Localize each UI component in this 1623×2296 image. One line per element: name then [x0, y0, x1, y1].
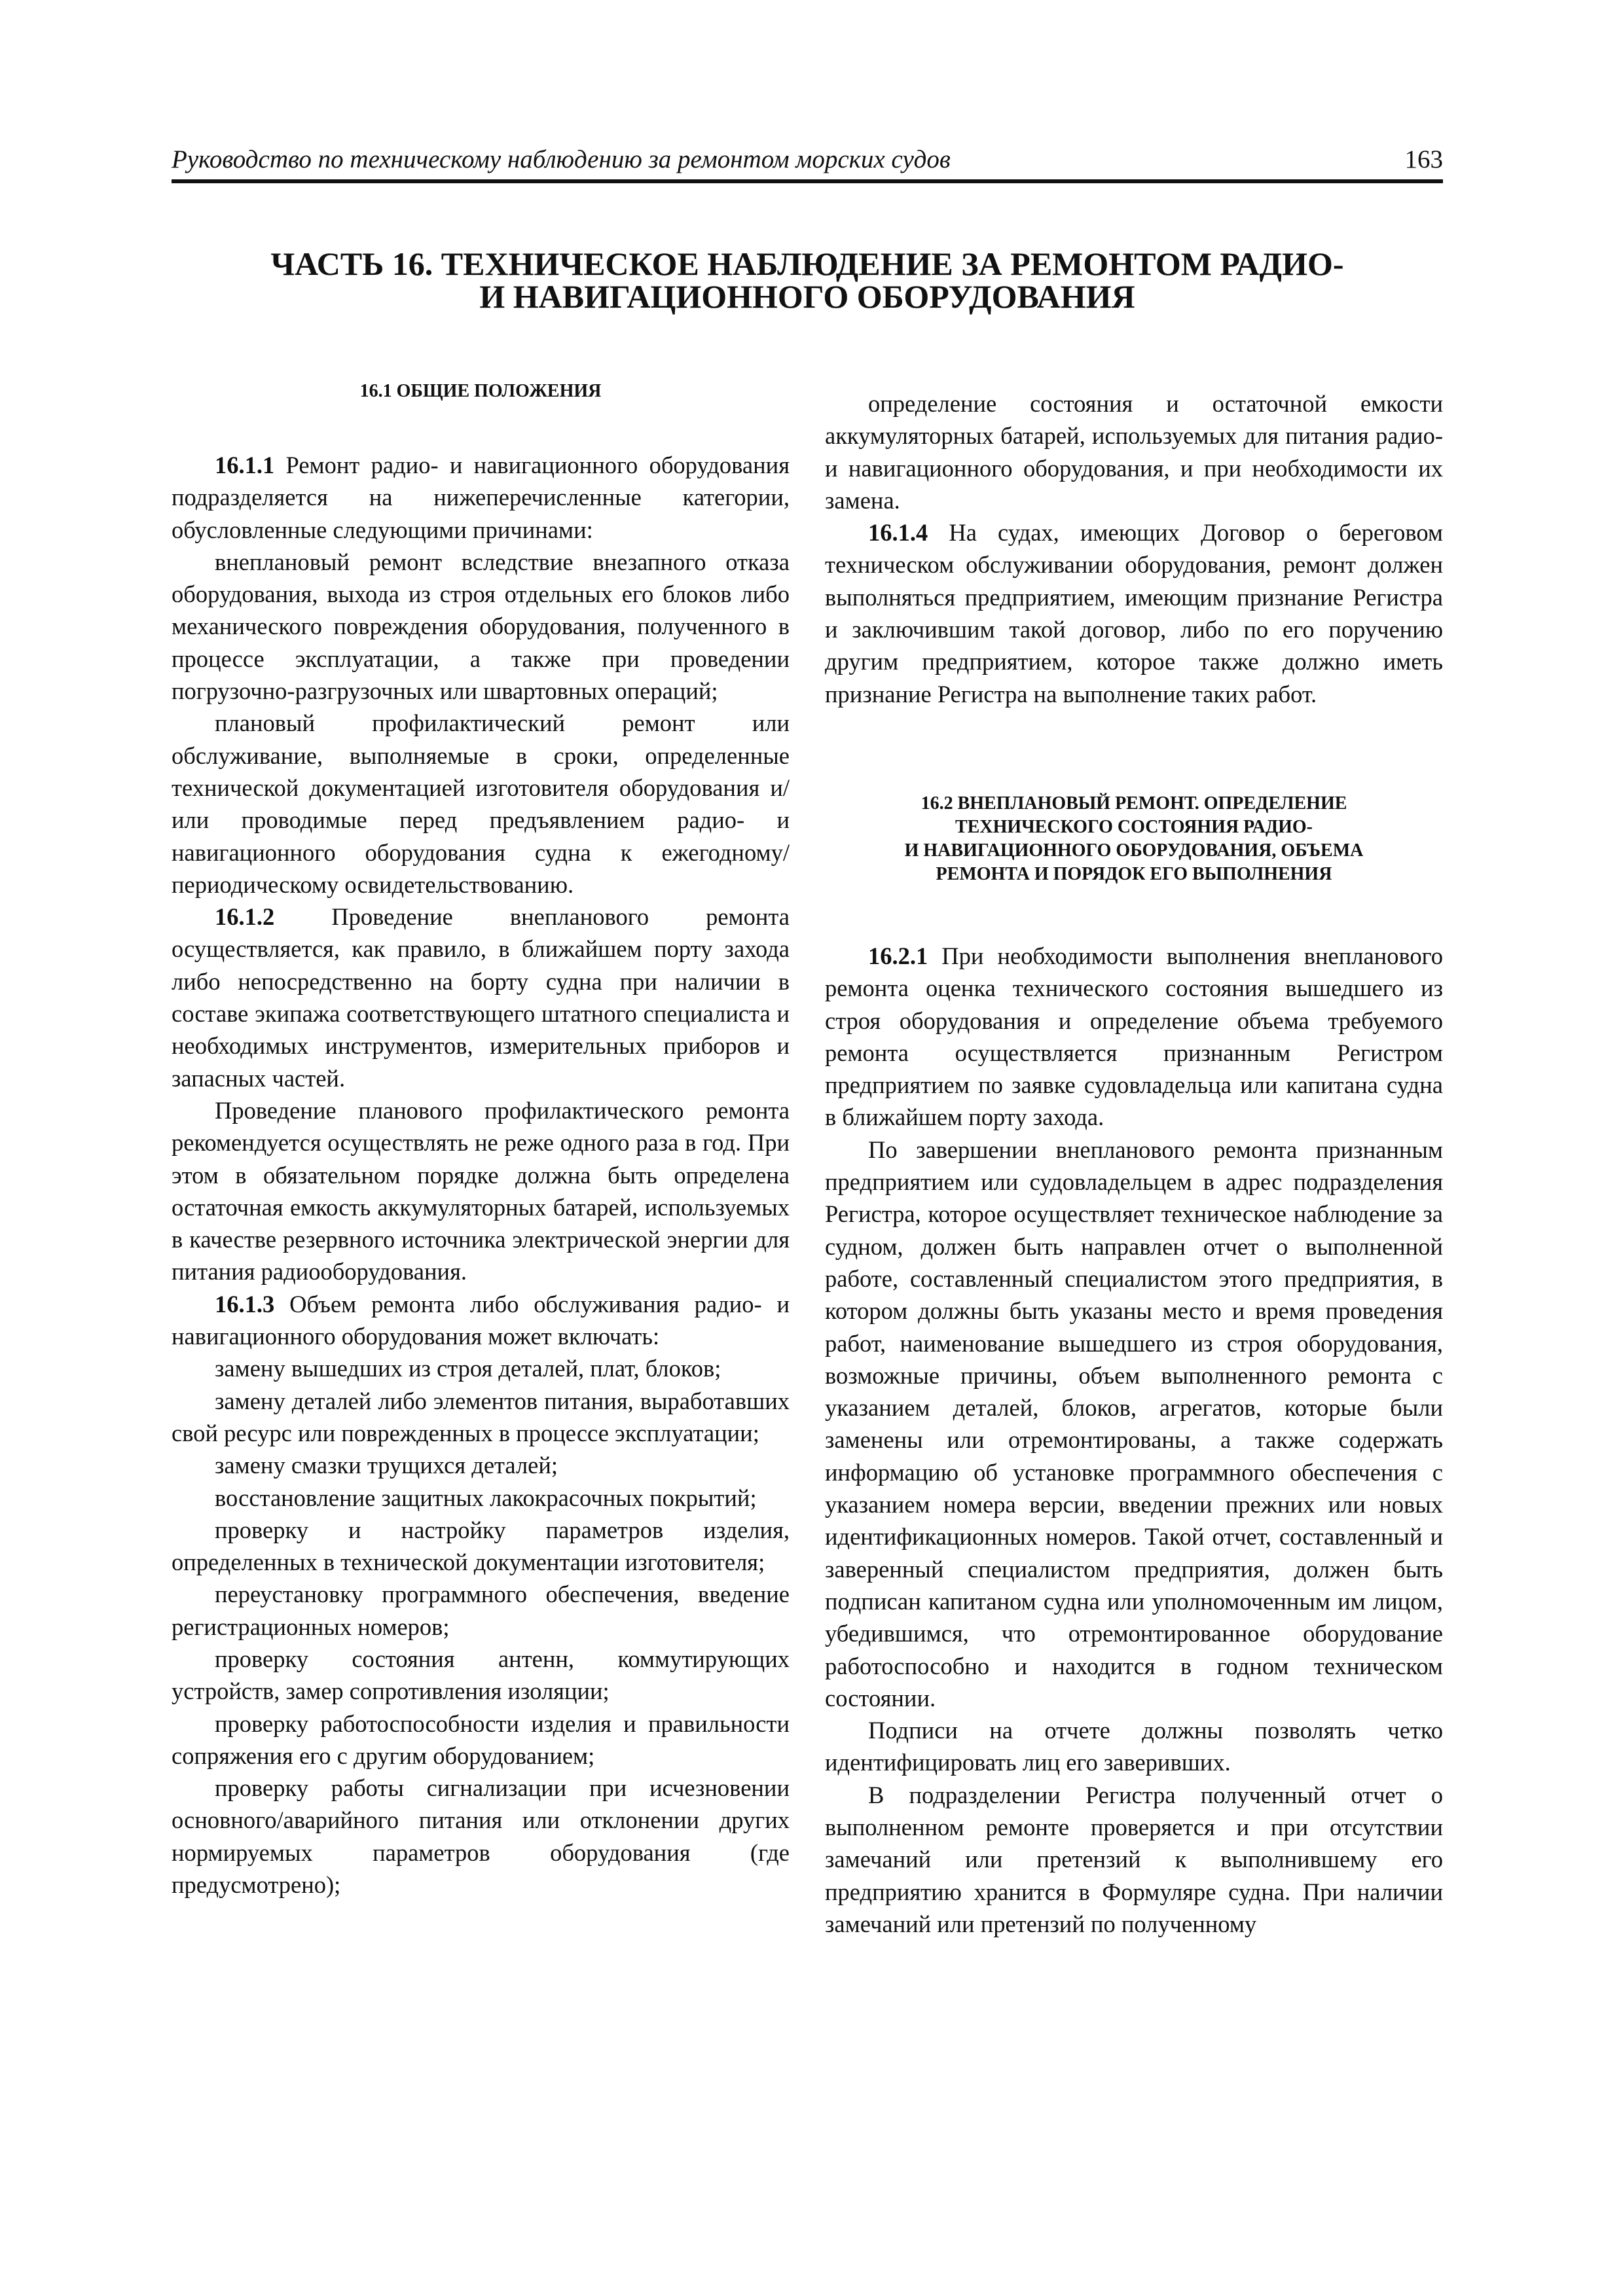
paragraph: плановый профилактический ремонт или обслуживание, выполняемые в сроки, определенные технической документацией изготовителя оборудования и/или проводимые перед предъявлением радио- и навигационного оборудования судна к ежегодному/периодическому освидетельствованию.	[172, 709, 790, 898]
part-title-line-1: ЧАСТЬ 16. ТЕХНИЧЕСКОЕ НАБЛЮДЕНИЕ ЗА РЕМОНТОМ РАДИО-	[270, 245, 1344, 282]
list-item: проверку работы сигнализации при исчезновении основного/аварийного питания или отклонении других нормируемых параметров оборудования (где предусмотрено);	[172, 1774, 790, 1899]
paragraph-text: При необходимости выполнения внепланового ремонта оценка технического состояния вышедшего из строя оборудования и определение объема требуемого ремонта осуществляется признанным Регистром предприятием по заявке судовладельца или капитана судна в ближайшем порту захода.	[825, 942, 1443, 1131]
clause-number: 16.1.3	[215, 1290, 275, 1318]
paragraph-16-1-1	[172, 449, 790, 546]
list-item: замену деталей либо элементов питания, выработавших свой ресурс или поврежденных в процессе эксплуатации;	[172, 1387, 790, 1446]
running-header	[172, 137, 1443, 183]
clause-number: 16.1.2	[215, 903, 275, 931]
list-item: восстановление защитных лакокрасочных покрытий;	[215, 1484, 757, 1511]
paragraph-16-1-3	[172, 1288, 790, 1353]
list-item: проверку состояния антенн, коммутирующих устройств, замер сопротивления изоляции;	[172, 1645, 790, 1705]
clause-number: 16.2.1	[868, 942, 928, 969]
paragraph: внеплановый ремонт вследствие внезапного отказа оборудования, выхода из строя отдельных его блоков либо механического повреждения оборудования, полученного в процессе эксплуатации, а также при проведении погрузочно-разгрузочных или швартовных операций;	[172, 548, 790, 705]
clause-number: 16.1.4	[868, 519, 928, 547]
list-item: замену смазки трущихся деталей;	[215, 1452, 558, 1479]
left-column	[172, 380, 790, 1901]
list-item: определение состояния и остаточной емкости аккумуляторных батарей, используемых для питания радио- и навигационного оборудования, и при необходимости их замена.	[825, 390, 1443, 514]
header-title: Руководство по техническому наблюдению за ремонтом морских судов	[172, 145, 951, 173]
paragraph-16-1-2	[172, 901, 790, 1094]
paragraph-text: Ремонт радио- и навигационного оборудования подразделяется на нижеперечисленные категории, обусловленные следующими причинами:	[172, 452, 790, 543]
heading-line: И НАВИГАЦИОННОГО ОБОРУДОВАНИЯ, ОБЪЕМА	[904, 840, 1364, 861]
list-item: проверку и настройку параметров изделия, определенных в технической документации изготовителя;	[172, 1516, 790, 1576]
paragraph-text: Объем ремонта либо обслуживания радио- и навигационного оборудования может включать:	[172, 1290, 790, 1350]
section-16-1-heading: 16.1 ОБЩИЕ ПОЛОЖЕНИЯ	[359, 381, 602, 401]
paragraph-16-2-1	[825, 940, 1443, 1134]
part-title-line-2: И НАВИГАЦИОННОГО ОБОРУДОВАНИЯ	[479, 278, 1135, 315]
paragraph: Проведение планового профилактического ремонта рекомендуется осуществлять не реже одного раза в год. При этом в обязательном порядке должна быть определена остаточная емкость аккумуляторных батарей, используемых в качестве резервного источника электрической энергии для питания радиооборудования.	[172, 1096, 790, 1285]
heading-line: ТЕХНИЧЕСКОГО СОСТОЯНИЯ РАДИО-	[955, 816, 1313, 837]
list-item: переустановку программного обеспечения, введение регистрационных номеров;	[172, 1581, 790, 1640]
list-item: замену вышедших из строя деталей, плат, блоков;	[215, 1355, 721, 1382]
part-title	[172, 247, 1443, 313]
paragraph-text: На судах, имеющих Договор о береговом техническом обслуживании оборудования, ремонт должен выполняться предприятием, имеющим признание Регистра и заключившим такой договор, либо по его поручению другим предприятием, которое также должно иметь признание Регистра на выполнение таких работ.	[825, 519, 1443, 708]
page-number: 163	[1404, 145, 1443, 173]
paragraph: По завершении внепланового ремонта признанным предприятием или судовладельцем в адрес подразделения Регистра, которое осуществляет техническое наблюдение за судном, должен быть направлен отчет о выполненной работе, составленный специалистом этого предприятия, в котором должны быть указаны место и время проведения работ, наименование вышедшего из строя оборудования, возможные причины, объем выполненного ремонта с указанием деталей, блоков, агрегатов, которые были заменены или отремонтированы, а также содержать информацию об установке программного обеспечения с указанием номера версии, введении прежних или новых идентификационных номеров. Такой отчет, составленный и заверенный специалистом предприятия, должен быть подписан капитаном судна или уполномоченным им лицом, убедившимся, что отремонтированное оборудование работоспособно и находится в годном техническом состоянии.	[825, 1136, 1443, 1712]
list-item: проверку работоспособности изделия и правильности сопряжения его с другим оборудованием;	[172, 1710, 790, 1769]
right-column	[825, 387, 1443, 1940]
section-16-2-heading	[825, 792, 1443, 886]
paragraph: В подразделении Регистра полученный отчет о выполненном ремонте проверяется и при отсутствии замечаний или претензий к выполнившему его предприятию хранится в Формуляре судна. При наличии замечаний или претензий по полученному	[825, 1781, 1443, 1937]
paragraph-text: Проведение внепланового ремонта осуществляется, как правило, в ближайшем порту захода либо непосредственно на борту судна при наличии в составе экипажа соответствующего штатного специалиста и необходимых инструментов, измерительных приборов и запасных частей.	[172, 903, 790, 1092]
paragraph-16-1-4	[825, 516, 1443, 710]
heading-line: РЕМОНТА И ПОРЯДОК ЕГО ВЫПОЛНЕНИЯ	[936, 863, 1332, 884]
clause-number: 16.1.1	[215, 452, 275, 478]
heading-line: 16.2 ВНЕПЛАНОВЫЙ РЕМОНТ. ОПРЕДЕЛЕНИЕ	[921, 793, 1347, 814]
paragraph: Подписи на отчете должны позволять четко идентифицировать лиц его заверивших.	[825, 1717, 1443, 1776]
